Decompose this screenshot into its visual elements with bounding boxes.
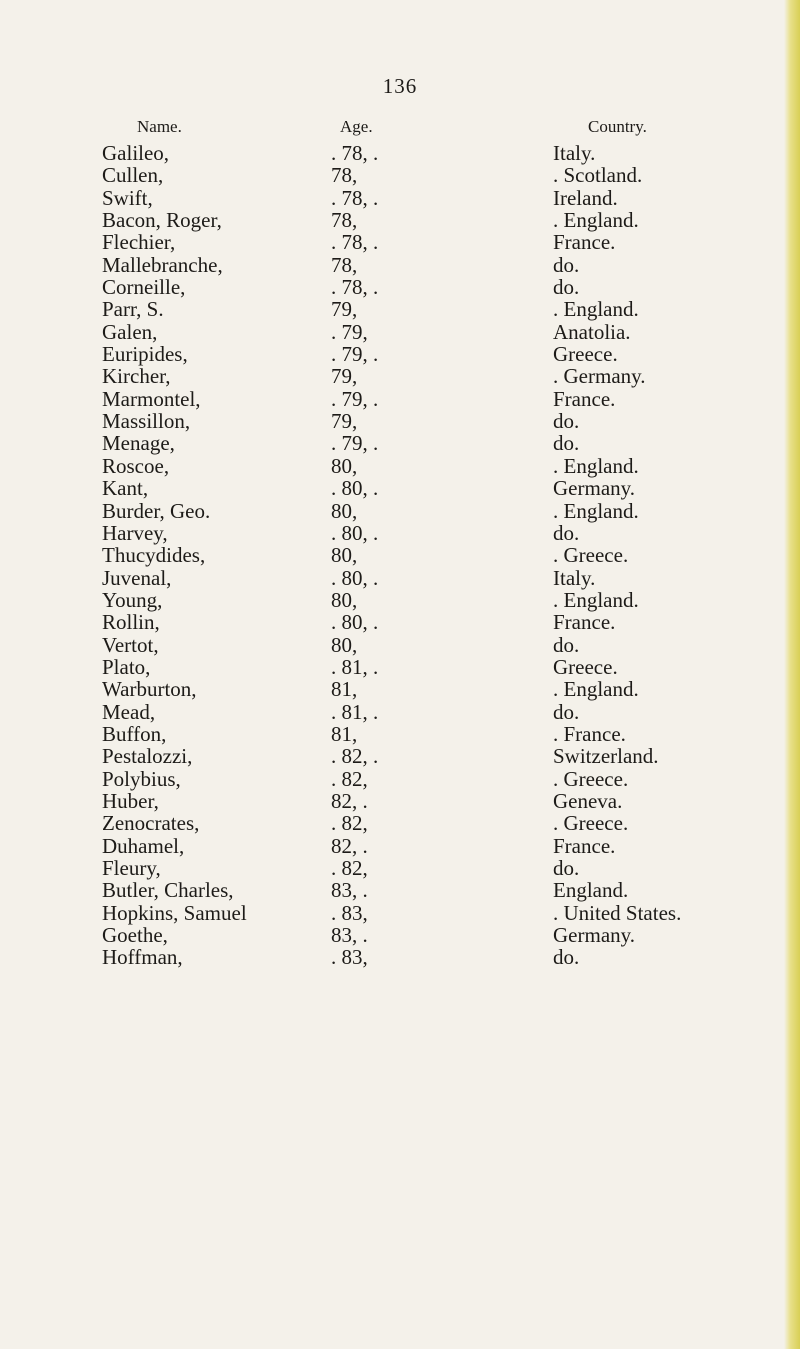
cell-age: . 83, — [331, 945, 368, 970]
cell-age: 78, — [331, 252, 358, 277]
cell-name: Polybius, — [102, 766, 181, 791]
cell-age: . 80, . — [331, 565, 379, 590]
cell-name: Euripides, — [102, 342, 188, 367]
cell-country: Germany. — [553, 476, 636, 501]
cell-age: . 82, — [331, 811, 368, 836]
cell-country: England. — [553, 878, 629, 903]
table-row — [0, 343, 800, 365]
cell-country: . Germany. — [553, 364, 646, 389]
cell-age: . 81, . — [331, 699, 379, 724]
table-row — [0, 924, 800, 946]
table-row — [0, 946, 800, 968]
cell-country: do. — [553, 252, 580, 277]
cell-country: do. — [553, 409, 580, 434]
cell-age: 83, . — [331, 878, 368, 903]
table-row — [0, 365, 800, 387]
cell-age: . 82, — [331, 856, 368, 880]
cell-age: . 80, . — [331, 520, 379, 545]
cell-country: do. — [553, 520, 580, 545]
table-row — [0, 544, 800, 566]
table-row — [0, 879, 800, 901]
table-row — [0, 902, 800, 924]
cell-name: Thucydides, — [102, 543, 206, 568]
table-row — [0, 187, 800, 209]
cell-country: do. — [553, 431, 580, 456]
cell-name: Parr, S. — [102, 297, 164, 322]
table-row — [0, 678, 800, 700]
cell-name: Mallebranche, — [102, 252, 223, 277]
cell-name: Corneille, — [102, 275, 186, 300]
cell-age: 80, — [331, 498, 358, 523]
cell-country: do. — [553, 699, 580, 724]
cell-age: . 82, . — [331, 744, 379, 769]
cell-name: Rollin, — [102, 610, 160, 635]
cell-name: Fleury, — [102, 856, 161, 880]
table-row — [0, 298, 800, 320]
cell-country: . Greece. — [553, 766, 629, 791]
cell-name: Butler, Charles, — [102, 878, 234, 903]
cell-age: 78, — [331, 163, 358, 188]
cell-name: Young, — [102, 587, 163, 612]
table-row — [0, 321, 800, 343]
column-header-name: Name. — [137, 117, 182, 136]
cell-age: . 79, — [331, 319, 368, 344]
cell-age: . 79, . — [331, 386, 379, 411]
table-row — [0, 231, 800, 253]
cell-age: 81, — [331, 721, 358, 746]
cell-name: Galen, — [102, 319, 158, 344]
cell-age: 80, — [331, 632, 358, 657]
table-row — [0, 500, 800, 522]
cell-country: Greece. — [553, 342, 618, 367]
table-row — [0, 209, 800, 231]
table-row — [0, 790, 800, 812]
table-row — [0, 634, 800, 656]
cell-name: Bacon, Roger, — [102, 208, 222, 233]
cell-name: Juvenal, — [102, 565, 172, 590]
table-row — [0, 656, 800, 678]
cell-name: Kircher, — [102, 364, 171, 389]
cell-country: do. — [553, 856, 580, 880]
cell-country: France. — [553, 610, 616, 635]
cell-name: Pestalozzi, — [102, 744, 193, 769]
table-row — [0, 835, 800, 857]
cell-age: 79, — [331, 364, 358, 389]
cell-name: Menage, — [102, 431, 175, 456]
cell-name: Vertot, — [102, 632, 159, 657]
cell-age: 82, . — [331, 833, 368, 858]
cell-age: 81, — [331, 677, 358, 702]
cell-name: Mead, — [102, 699, 156, 724]
cell-age: . 78, . — [331, 275, 379, 300]
cell-country: do. — [553, 632, 580, 657]
cell-name: Zenocrates, — [102, 811, 200, 836]
cell-name: Harvey, — [102, 520, 168, 545]
cell-name: Buffon, — [102, 721, 167, 746]
cell-name: Swift, — [102, 185, 153, 210]
page-number: 136 — [382, 74, 418, 98]
table-row — [0, 432, 800, 454]
cell-age: . 83, — [331, 900, 368, 925]
cell-country: . France. — [553, 721, 626, 746]
table-row — [0, 857, 800, 879]
cell-name: Cullen, — [102, 163, 164, 188]
cell-country: . England. — [553, 297, 639, 322]
table-row — [0, 142, 800, 164]
cell-country: Italy. — [553, 141, 596, 165]
table-row — [0, 388, 800, 410]
cell-country: Italy. — [553, 565, 596, 590]
cell-age: . 79, . — [331, 431, 379, 456]
cell-age: 80, — [331, 543, 358, 568]
table-row — [0, 254, 800, 276]
cell-name: Kant, — [102, 476, 149, 501]
longevity-table — [0, 142, 800, 969]
cell-country: . England. — [553, 587, 639, 612]
cell-country: Greece. — [553, 654, 618, 679]
table-row — [0, 745, 800, 767]
cell-country: Switzerland. — [553, 744, 659, 769]
cell-age: . 78, . — [331, 141, 379, 165]
table-row — [0, 164, 800, 186]
table-row — [0, 589, 800, 611]
cell-country: France. — [553, 230, 616, 255]
cell-country: . England. — [553, 498, 639, 523]
cell-age: 79, — [331, 409, 358, 434]
cell-age: 79, — [331, 297, 358, 322]
cell-age: . 80, . — [331, 610, 379, 635]
cell-age: . 78, . — [331, 185, 379, 210]
cell-country: France. — [553, 833, 616, 858]
cell-name: Plato, — [102, 654, 151, 679]
cell-name: Huber, — [102, 788, 159, 813]
cell-name: Warburton, — [102, 677, 197, 702]
cell-country: France. — [553, 386, 616, 411]
cell-country: . England. — [553, 453, 639, 478]
table-row — [0, 522, 800, 544]
cell-age: . 78, . — [331, 230, 379, 255]
column-header-age: Age. — [340, 117, 373, 136]
table-row — [0, 276, 800, 298]
cell-country: . Scotland. — [553, 163, 643, 188]
cell-name: Burder, Geo. — [102, 498, 211, 523]
table-row — [0, 455, 800, 477]
cell-country: Germany. — [553, 923, 636, 948]
cell-age: 80, — [331, 587, 358, 612]
cell-name: Flechier, — [102, 230, 176, 255]
cell-age: . 81, . — [331, 654, 379, 679]
cell-name: Goethe, — [102, 923, 168, 948]
table-row — [0, 477, 800, 499]
cell-age: 83, . — [331, 923, 368, 948]
cell-country: . England. — [553, 208, 639, 233]
cell-country: Geneva. — [553, 788, 623, 813]
cell-country: . United States. — [553, 900, 682, 925]
table-row — [0, 812, 800, 834]
cell-age: 82, . — [331, 788, 368, 813]
cell-country: Anatolia. — [553, 319, 631, 344]
cell-country: Ireland. — [553, 185, 618, 210]
table-row — [0, 410, 800, 432]
cell-country: do. — [553, 945, 580, 970]
cell-country: . Greece. — [553, 543, 629, 568]
table-row — [0, 768, 800, 790]
cell-age: 80, — [331, 453, 358, 478]
cell-name: Roscoe, — [102, 453, 170, 478]
cell-age: 78, — [331, 208, 358, 233]
cell-name: Massillon, — [102, 409, 191, 434]
table-row — [0, 701, 800, 723]
cell-age: . 79, . — [331, 342, 379, 367]
cell-age: . 80, . — [331, 476, 379, 501]
table-row — [0, 723, 800, 745]
cell-name: Hopkins, Samuel — [102, 900, 247, 925]
cell-age: . 82, — [331, 766, 368, 791]
cell-name: Marmontel, — [102, 386, 201, 411]
cell-country: do. — [553, 275, 580, 300]
cell-country: . England. — [553, 677, 639, 702]
cell-country: . Greece. — [553, 811, 629, 836]
column-header-country: Country. — [588, 117, 647, 136]
cell-name: Duhamel, — [102, 833, 185, 858]
table-row — [0, 611, 800, 633]
table-row — [0, 567, 800, 589]
cell-name: Hoffman, — [102, 945, 183, 970]
cell-name: Galileo, — [102, 141, 170, 165]
